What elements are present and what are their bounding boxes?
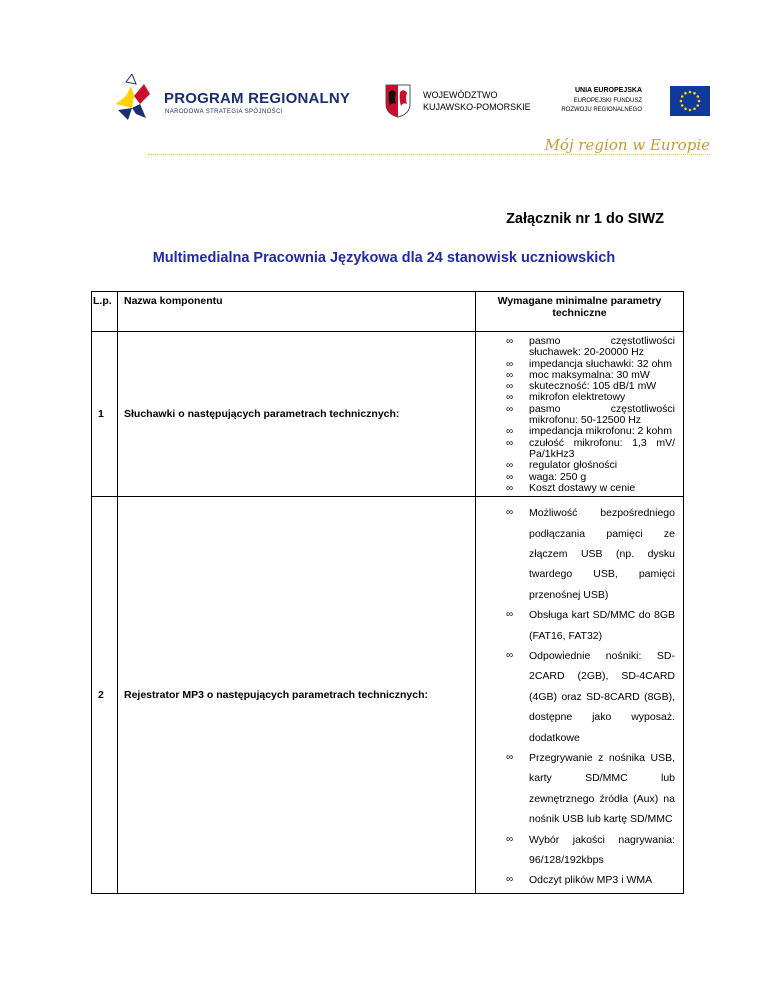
voivodeship-name-line1: WOJEWÓDZTWO xyxy=(423,90,498,100)
header-parameters: Wymagane minimalne parametry techniczne xyxy=(476,292,684,332)
parameter-item xyxy=(476,404,675,427)
infinity-bullet-icon: ∞ xyxy=(506,609,514,621)
parameter-item xyxy=(476,438,675,461)
parameters-cell xyxy=(476,497,684,894)
eu-name: UNIA EUROPEJSKA xyxy=(574,87,642,94)
infinity-bullet-icon: ∞ xyxy=(506,381,514,393)
parameter-item xyxy=(476,503,675,605)
infinity-bullet-icon: ∞ xyxy=(506,650,514,661)
parameter-list xyxy=(476,332,683,496)
table-row xyxy=(92,332,684,497)
eu-flag-icon xyxy=(670,86,710,116)
infinity-bullet-icon: ∞ xyxy=(506,874,514,886)
parameter-text: czułość mikrofonu: 1,3 mV/ Pa/1kHz3 xyxy=(529,436,675,460)
parameter-text: Możliwość bezpośredniego podłączania pamięci ze złączem USB (np. dysku twardego USB, pamięci przenośnej USB) xyxy=(529,507,675,601)
parameter-item xyxy=(476,605,675,646)
infinity-bullet-icon: ∞ xyxy=(506,507,514,519)
table-row xyxy=(92,497,684,894)
parameter-item xyxy=(476,830,675,871)
voivodeship-name-line2: KUJAWSKO-POMORSKIE xyxy=(423,102,531,112)
parameter-text: regulator głośności xyxy=(529,459,618,472)
infinity-bullet-icon: ∞ xyxy=(506,369,514,381)
eu-fund-line2: ROZWOJU REGIONALNEGO xyxy=(561,107,642,113)
table-header-row xyxy=(92,292,684,332)
row-number: 2 xyxy=(92,497,118,894)
program-regionalny-logo xyxy=(112,74,351,130)
parameter-item xyxy=(476,483,675,494)
parameter-text: skuteczność: 105 dB/1 mW xyxy=(529,380,657,393)
header-lp: L.p. xyxy=(92,292,118,332)
parameter-item xyxy=(476,646,675,748)
row-number: 1 xyxy=(92,332,118,497)
star-logo-icon xyxy=(112,74,162,130)
component-name: Słuchawki o następujących parametrach technicznych: xyxy=(118,332,476,497)
parameter-item xyxy=(476,336,675,359)
parameter-text: Odpowiednie nośniki: SD-2CARD (2GB), SD-4CARD (4GB) oraz SD-8CARD (8GB), dostępne jako wyposaż. dodatkowe xyxy=(529,650,675,744)
infinity-bullet-icon: ∞ xyxy=(506,482,514,494)
parameter-text: Wybór jakości nagrywania: 96/128/192kbps xyxy=(529,833,675,867)
voivodeship-logo xyxy=(385,84,535,124)
eu-logo xyxy=(561,84,710,124)
program-subtitle: NARODOWA STRATEGIA SPÓJNOŚCI xyxy=(165,109,283,115)
infinity-bullet-icon: ∞ xyxy=(506,752,514,764)
infinity-bullet-icon: ∞ xyxy=(506,437,514,449)
parameters-cell xyxy=(476,332,684,497)
infinity-bullet-icon: ∞ xyxy=(506,833,514,845)
infinity-bullet-icon: ∞ xyxy=(506,460,514,472)
header-divider xyxy=(148,154,710,155)
parameter-text: pasmo częstotliwości słuchawek: 20-20000 Hz xyxy=(529,335,675,359)
specification-table xyxy=(91,291,684,894)
eu-fund-line1: EUROPEJSKI FUNDUSZ xyxy=(573,98,642,104)
infinity-bullet-icon: ∞ xyxy=(506,358,514,370)
infinity-bullet-icon: ∞ xyxy=(506,392,514,404)
parameter-text: Koszt dostawy w cenie xyxy=(529,481,636,494)
header-component-name: Nazwa komponentu xyxy=(118,292,476,332)
infinity-bullet-icon: ∞ xyxy=(506,471,514,483)
parameter-text: Obsługa kart SD/MMC do 8GB (FAT16, FAT32) xyxy=(529,609,675,642)
coat-of-arms-icon xyxy=(385,84,411,118)
parameter-item xyxy=(476,748,675,830)
parameter-list xyxy=(476,497,683,893)
parameter-text: waga: 250 g xyxy=(529,470,587,483)
document-title: Multimedialna Pracownia Językowa dla 24 stanowisk uczniowskich xyxy=(152,250,616,266)
parameter-text: impedancja słuchawki: 32 ohm xyxy=(529,357,672,370)
slogan: Mój region w Europie xyxy=(544,136,710,154)
annex-title: Załącznik nr 1 do SIWZ xyxy=(506,211,664,227)
infinity-bullet-icon: ∞ xyxy=(506,426,514,438)
parameter-text: Przegrywanie z nośnika USB, karty SD/MMC lub zewnętrznego źródła (Aux) na nośnik USB lub kartę SD/MMC xyxy=(529,752,675,826)
parameter-text: impedancja mikrofonu: 2 kohm xyxy=(529,425,672,438)
parameter-text: moc maksymalna: 30 mW xyxy=(529,368,650,381)
infinity-bullet-icon: ∞ xyxy=(506,336,514,347)
parameter-item xyxy=(476,870,675,890)
parameter-text: mikrofon elektretowy xyxy=(529,391,626,404)
program-title: PROGRAM REGIONALNY xyxy=(164,90,351,107)
parameter-text: Odczyt plików MP3 i WMA xyxy=(529,874,653,887)
component-name: Rejestrator MP3 o następujących parametrach technicznych: xyxy=(118,497,476,894)
parameter-text: pasmo częstotliwości mikrofonu: 50-12500 Hz xyxy=(529,402,675,427)
infinity-bullet-icon: ∞ xyxy=(506,403,514,415)
